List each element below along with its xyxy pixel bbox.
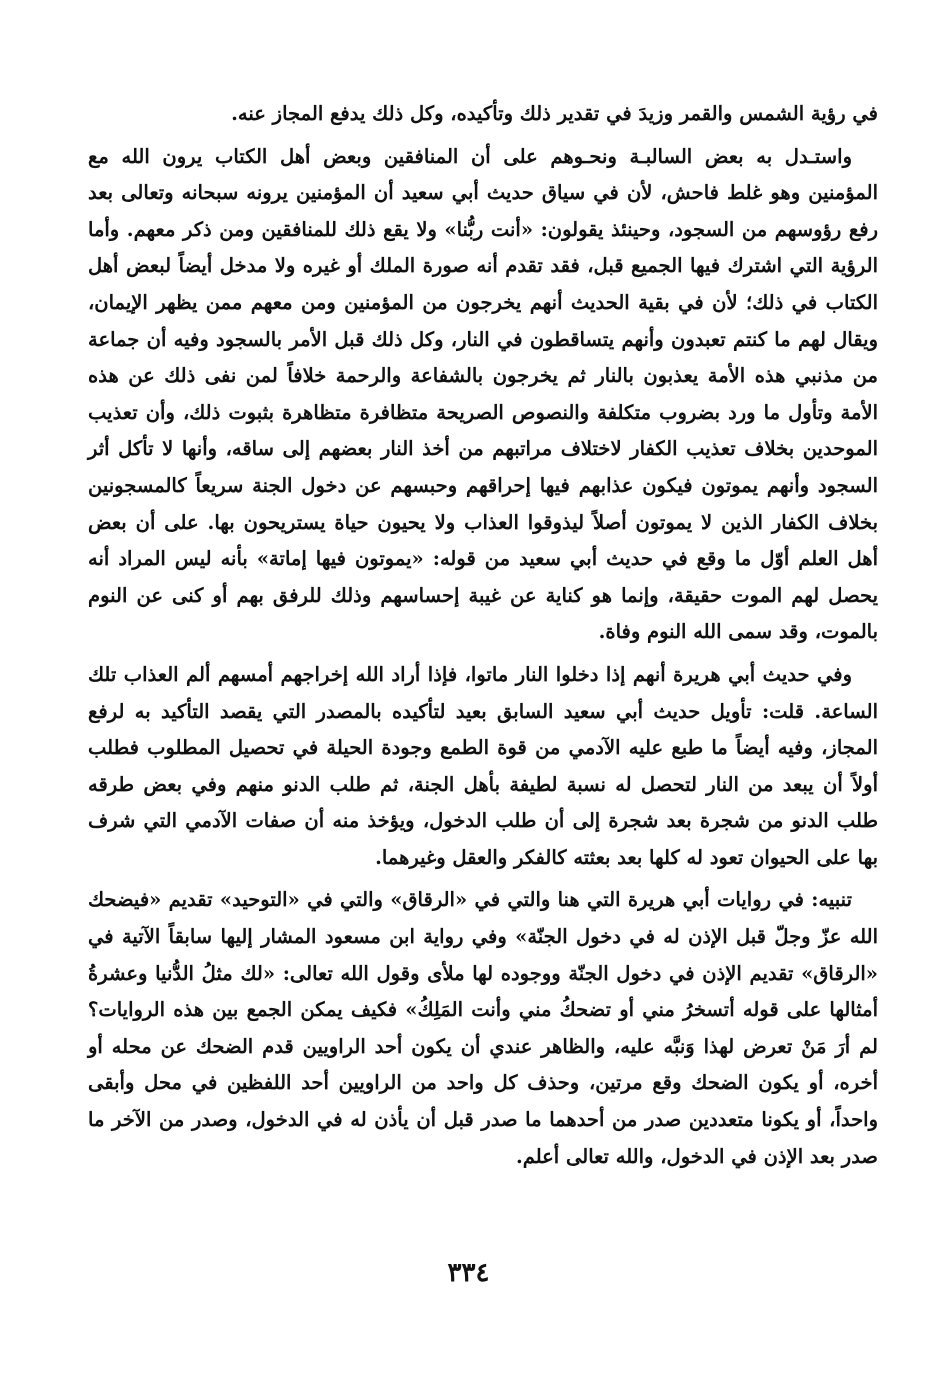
paragraph-4: تنبيه: في روايات أبي هريرة التي هنا والتي في «الرقاق» والتي في «التوحيد» تقديم «فيضحك الله عزّ وجلّ قبل الإذن له في دخول الجنّة» وفي رواية ابن مسعود المشار إليها سابقاً الآتية في «الرقاق» تقديم الإذن في دخول الجنّة ووجوده لها ملأى وقول الله تعالى: «لك مثلُ الدُّنيا وعشرةُ أمثالها على قوله أتسخرُ مني أو تضحكُ مني وأنت المَلِكُ» فكيف يمكن الجمع بين هذه الروايات؟ لم أرَ مَنْ تعرض لهذا وَنبَّه عليه، والظاهر عندي أن يكون أحد الراويين قدم الضحك عن محله أو أخره، أو يكون الضحك وقع مرتين، وحذف كل واحد من الراويين أحد اللفظين في محل وأبقى واحداً، أو يكونا متعددين صدر من أحدهما ما صدر قبل أن يأذن له في الدخول، وصدر من الآخر ما صدر بعد الإذن في الدخول، والله تعالى أعلم. [88, 888, 878, 1168]
paragraph-3: وفي حديث أبي هريرة أنهم إذا دخلوا النار ماتوا، فإذا أراد الله إخراجهم أمسهم ألم العذاب تلك الساعة. قلت: تأويل حديث أبي سعيد السابق بعيد لتأكيده بالمصدر التي يقصد التأكيد به لرفع المجاز، وفيه أيضاً ما طبع عليه الآدمي من قوة الطمع وجودة الحيلة في تحصيل المطلوب فطلب أولاً أن يبعد من النار لتحصل له نسبة لطيفة بأهل الجنة، ثم طلب الدنو منهم وفي بعض طرقه طلب الدنو من شجرة بعد شجرة إلى أن طلب الدخول، ويؤخذ منه أن صفات الآدمي التي شرف بها على الحيوان تعود له كلها بعد بعثته كالفكر والعقل وغيرهما. [88, 662, 878, 869]
page-number: ٣٣٤ [447, 1258, 490, 1288]
paragraph-1: في رؤية الشمس والقمر وزيدَ في تقدير ذلك وتأكيده، وكل ذلك يدفع المجاز عنه. [231, 102, 878, 125]
page-body [88, 96, 878, 1181]
paragraph-2: واستـدل به بعض السالبـة ونحـوهم على أن المنافقين وبعض أهل الكتاب يرون الله مع المؤمنين وهو غلط فاحش، لأن في سياق حديث أبي سعيد أن المؤمنين يرونه سبحانه وتعالى بعد رفع رؤوسهم من السجود، وحينئذ يقولون: «أنت ربُّنا» ولا يقع ذلك للمنافقين ومن ذكر معهم. وأما الرؤية التي اشترك فيها الجميع قبل، فقد تقدم أنه صورة الملك أو غيره ولا مدخل أيضاً لبعض أهل الكتاب في ذلك؛ لأن في بقية الحديث أنهم يخرجون من المؤمنين ومن معهم ممن يظهر الإيمان، ويقال لهم ما كنتم تعبدون وأنهم يتساقطون في النار، وكل ذلك قبل الأمر بالسجود وفيه أن جماعة من مذنبي هذه الأمة يعذبون بالنار ثم يخرجون بالشفاعة والرحمة خلافاً لمن نفى ذلك عن هذه الأمة وتأول ما ورد بضروب متكلفة والنصوص الصريحة متظافرة متظاهرة بثبوت ذلك، وأن تعذيب الموحدين بخلاف تعذيب الكفار لاختلاف مراتبهم من أخذ النار بعضهم إلى ساقه، وأنها لا تأكل أثر السجود وأنهم يموتون فيكون عذابهم فيها إحراقهم وحبسهم عن دخول الجنة سريعاً كالمسجونين بخلاف الكفار الذين لا يموتون أصلاً ليذوقوا العذاب ولا يحيون حياة يستريحون بها. على أن بعض أهل العلم أوّل ما وقع في حديث أبي سعيد من قوله: «يموتون فيها إماتة» بأنه ليس المراد أنه يحصل لهم الموت حقيقة، وإنما هو كناية عن غيبة إحساسهم وذلك للرفق بهم أو كنى عن النوم بالموت، وقد سمى الله النوم وفاة. [88, 144, 878, 644]
